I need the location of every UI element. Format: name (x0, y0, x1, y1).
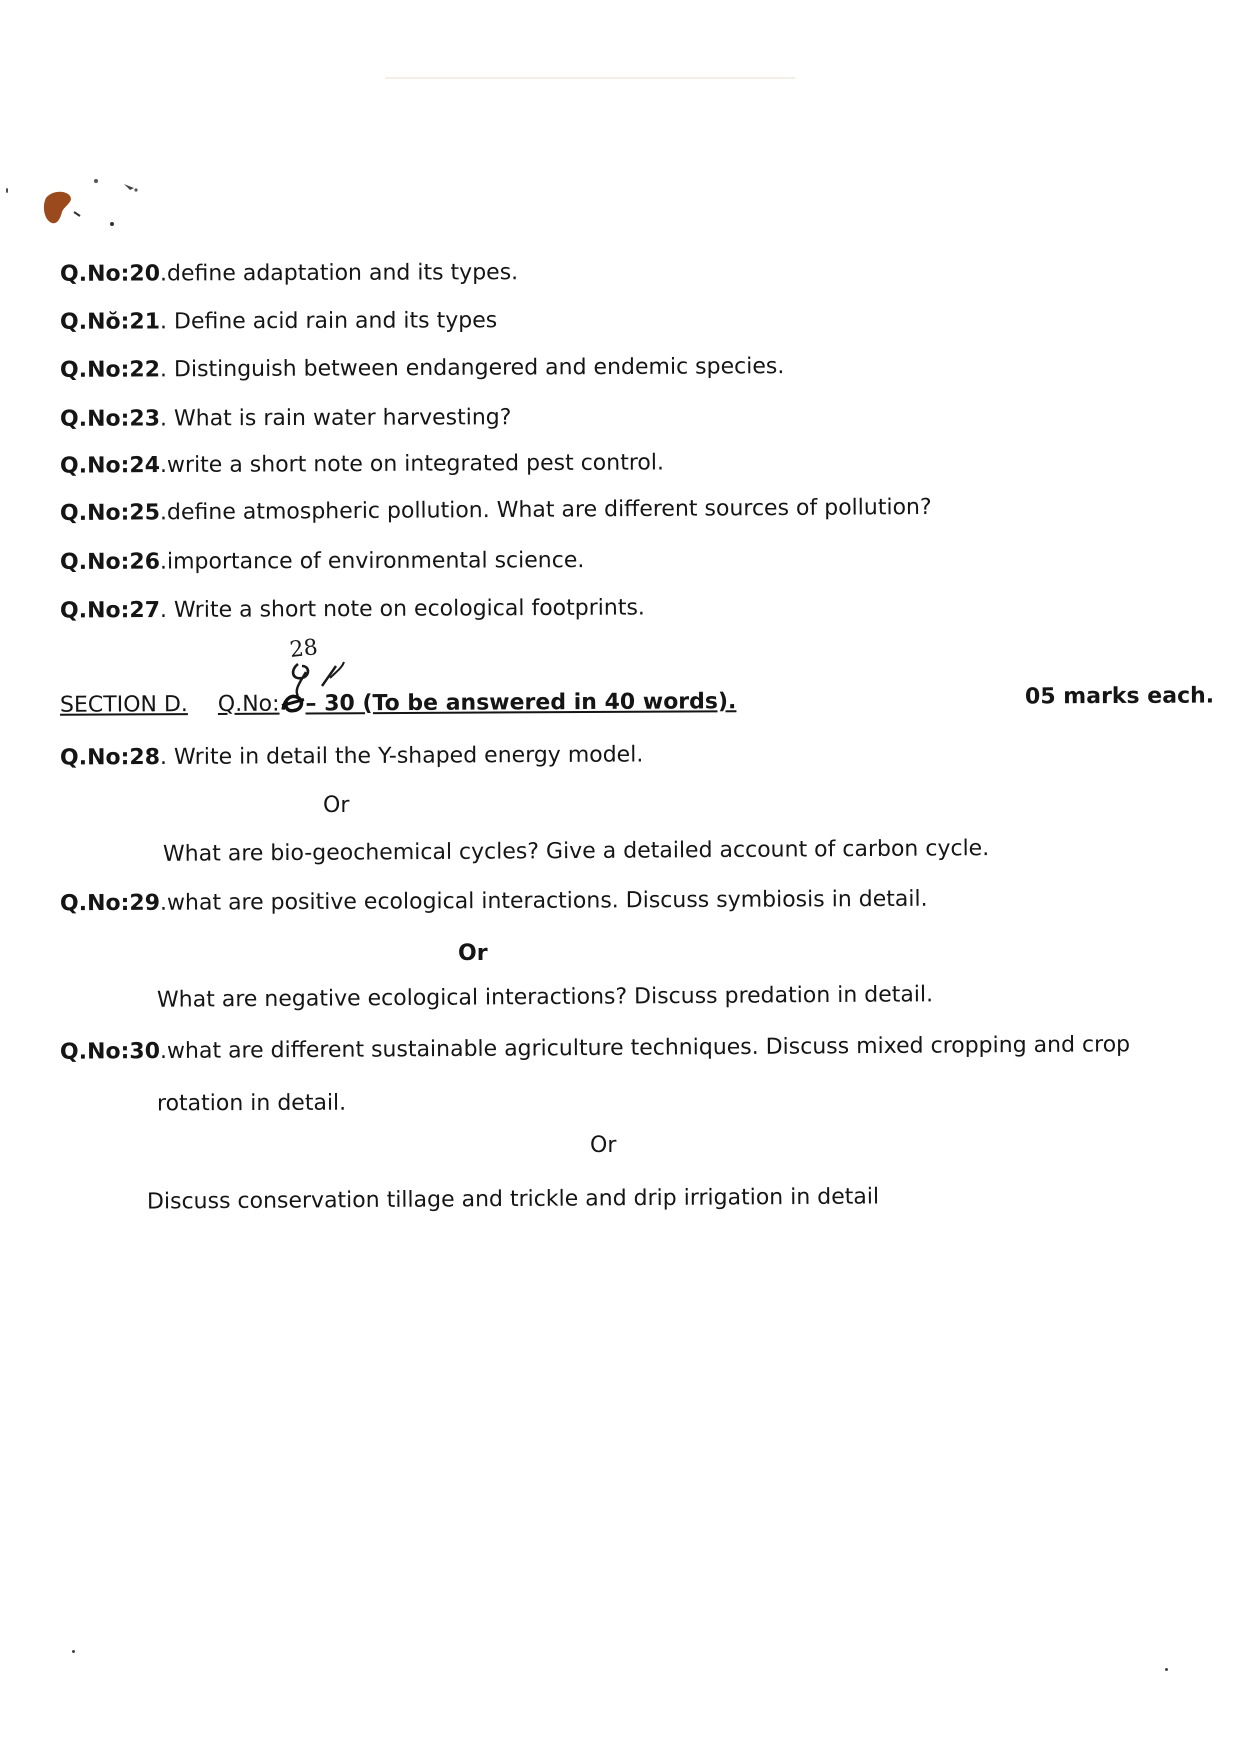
question-label: Q.Nŏ:21 (59, 309, 161, 335)
question-26 (60, 547, 584, 577)
section-title: SECTION D. (59, 692, 188, 718)
handwritten-number: 28 (288, 635, 319, 663)
question-21 (60, 307, 497, 337)
question-text: .importance of environmental science. (159, 548, 585, 575)
question-label: Q.No:22 (59, 357, 161, 383)
question-text: .define adaptation and its types. (159, 260, 519, 287)
section-qno-prefix: Q.No: (217, 691, 280, 717)
question-23 (60, 404, 512, 434)
question-20 (60, 259, 518, 289)
question-text: .define atmospheric pollution. What are different sources of pollution? (159, 494, 932, 526)
question-label: Q.No:23 (59, 406, 161, 432)
alternative-question-29: What are negative ecological interactions? Discuss predation in detail. (156, 982, 934, 1013)
question-label: Q.No:29 (59, 890, 161, 917)
section-range-text: – 30 (To be answered in 40 words). (305, 689, 737, 717)
alternative-question-30: Discuss conservation tillage and trickle and drip irrigation in detail (146, 1184, 880, 1215)
or-separator: Or (323, 793, 350, 818)
question-text: .write a short note on integrated pest control. (159, 450, 664, 479)
alternative-question-28: What are bio-geochemical cycles? Give a detailed account of carbon cycle. (162, 836, 990, 867)
scan-speck (72, 1650, 75, 1653)
question-25 (60, 494, 932, 528)
question-30-continuation: rotation in detail. (156, 1090, 347, 1117)
question-label: Q.No:30 (59, 1039, 161, 1065)
question-27 (60, 594, 645, 625)
question-text: .what are different sustainable agriculture techniques. Discuss mixed cropping and crop (159, 1032, 1131, 1065)
question-label: Q.No:28 (59, 745, 161, 771)
question-24 (60, 449, 664, 480)
struck-number-scribble (279, 691, 305, 713)
question-text: . Write in detail the Y-shaped energy model. (159, 742, 644, 771)
marks-each: 05 marks each. (1024, 683, 1215, 710)
question-22 (60, 353, 784, 385)
question-label: Q.No:26 (59, 549, 161, 575)
question-text: . Define acid rain and its types (159, 308, 498, 335)
scan-speck (6, 188, 8, 193)
scan-speck (1165, 1668, 1168, 1671)
question-text: . Write a short note on ecological footprints. (159, 595, 645, 624)
or-separator: Or (590, 1133, 617, 1158)
question-30 (60, 1031, 1130, 1066)
question-text: . What is rain water harvesting? (159, 405, 512, 432)
question-label: Q.No:25 (59, 500, 161, 527)
section-d-header (60, 688, 737, 720)
question-text: . Distinguish between endangered and endemic species. (159, 354, 785, 383)
faint-scan-line (385, 77, 795, 79)
question-29 (60, 886, 928, 919)
question-text: .what are positive ecological interactions. Discuss symbiosis in detail. (159, 886, 928, 916)
question-label: Q.No:24 (59, 453, 161, 479)
question-label: Q.No:27 (59, 598, 161, 624)
or-separator: Or (458, 941, 488, 966)
ink-blot-mark (38, 176, 158, 256)
question-label: Q.No:20 (59, 261, 161, 287)
question-28 (60, 741, 643, 772)
